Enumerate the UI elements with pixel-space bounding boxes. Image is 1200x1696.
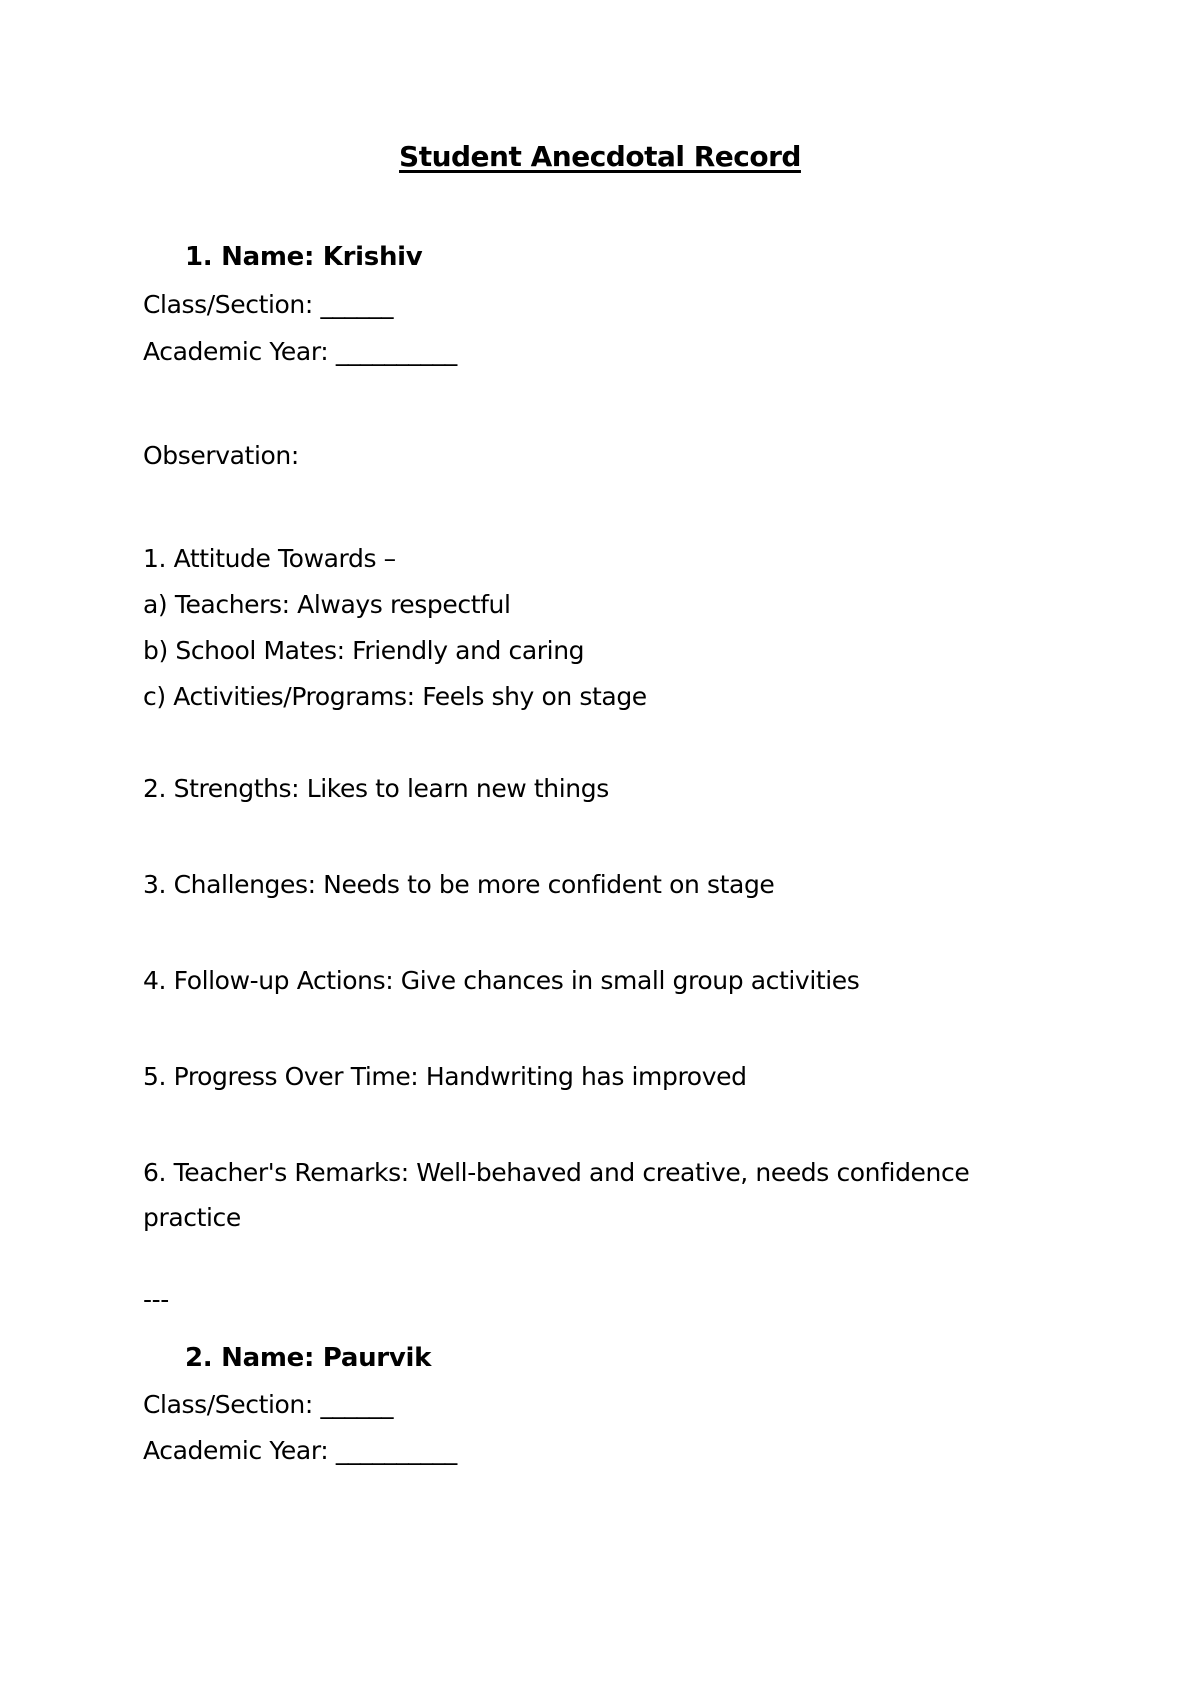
record1-observation-label: Observation: — [143, 441, 299, 470]
record1-teachers-remarks-line: 6. Teacher's Remarks: Well-behaved and creative, needs confidence practice — [143, 1158, 970, 1232]
record1-attitude-heading: 1. Attitude Towards – — [143, 544, 396, 573]
record1-academic-year-line: Academic Year: __________ — [143, 337, 457, 366]
record1-followup-actions-line: 4. Follow-up Actions: Give chances in small group activities — [143, 966, 860, 995]
record1-progress-line: 5. Progress Over Time: Handwriting has improved — [143, 1062, 747, 1091]
record2-class-section-line: Class/Section: ______ — [143, 1390, 394, 1419]
record1-attitude-teachers: a) Teachers: Always respectful — [143, 590, 511, 619]
record1-strengths-line: 2. Strengths: Likes to learn new things — [143, 774, 609, 803]
record1-name-heading: 1. Name: Krishiv — [185, 242, 423, 272]
record1-attitude-schoolmates: b) School Mates: Friendly and caring — [143, 636, 585, 665]
record-separator: --- — [143, 1285, 169, 1314]
record2-academic-year-line: Academic Year: __________ — [143, 1436, 457, 1465]
document-title: Student Anecdotal Record — [399, 140, 801, 173]
record1-attitude-activities: c) Activities/Programs: Feels shy on stage — [143, 682, 647, 711]
record1-class-section-line: Class/Section: ______ — [143, 290, 394, 319]
record1-challenges-line: 3. Challenges: Needs to be more confident on stage — [143, 870, 775, 899]
record2-name-heading: 2. Name: Paurvik — [185, 1343, 432, 1373]
